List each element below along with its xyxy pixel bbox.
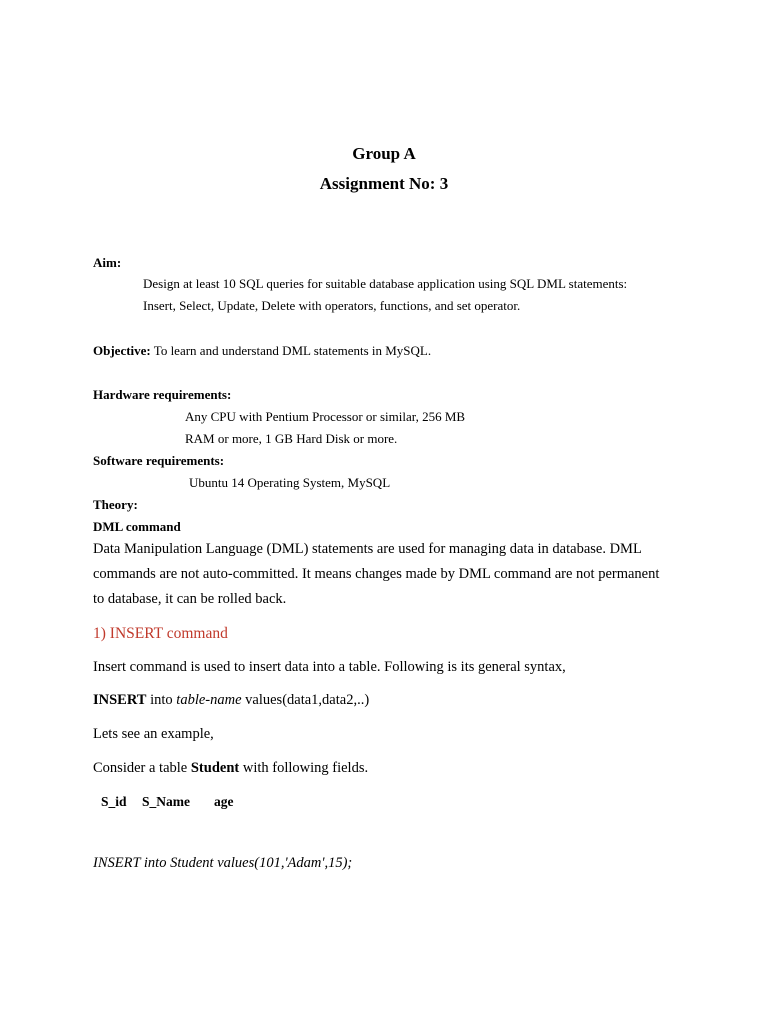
objective-text: To learn and understand DML statements in MySQL. xyxy=(150,343,432,358)
aim-label: Aim: xyxy=(93,255,122,270)
syntax-table-name: table-name xyxy=(176,692,242,708)
example-intro: Lets see an example, xyxy=(93,726,214,742)
dml-para-line-3: to database, it can be rolled back. xyxy=(93,591,287,607)
dml-heading: DML command xyxy=(93,519,181,534)
objective-label: Objective: xyxy=(93,343,151,358)
syntax-values: values(data1,data2,..) xyxy=(241,692,370,708)
consider-line xyxy=(93,760,368,777)
objective xyxy=(93,343,431,359)
software-line-1: Ubuntu 14 Operating System, MySQL xyxy=(189,475,391,490)
consider-pre: Consider a table xyxy=(93,760,191,776)
syntax-into: into xyxy=(146,692,177,708)
dml-para-line-2: commands are not auto-committed. It means changes made by DML command are not permanent xyxy=(93,566,660,582)
student-columns xyxy=(101,793,234,811)
column-sname: S_Name xyxy=(142,794,190,809)
consider-table: Student xyxy=(190,760,240,776)
dml-para-line-1: Data Manipulation Language (DML) statements are used for managing data in database. DML xyxy=(93,541,642,557)
syntax-keyword: INSERT xyxy=(93,692,147,708)
insert-desc: Insert command is used to insert data into a table. Following is its general syntax, xyxy=(93,659,566,675)
software-label: Software requirements: xyxy=(93,453,225,468)
hardware-line-2: RAM or more, 1 GB Hard Disk or more. xyxy=(185,431,398,446)
insert-syntax xyxy=(93,692,369,709)
example-query: INSERT into Student values(101,'Adam',15); xyxy=(93,855,353,871)
insert-heading: 1) INSERT command xyxy=(93,625,228,642)
hardware-line-1: Any CPU with Pentium Processor or similar, 256 MB xyxy=(185,409,466,424)
aim-line-2: Insert, Select, Update, Delete with operators, functions, and set operator. xyxy=(143,298,521,313)
column-age: age xyxy=(214,794,234,809)
aim-line-1: Design at least 10 SQL queries for suitable database application using SQL DML statements: xyxy=(143,276,628,291)
group-title: Group A xyxy=(352,144,416,163)
assignment-title: Assignment No: 3 xyxy=(319,174,449,193)
theory-label: Theory: xyxy=(93,497,138,512)
consider-post: with following fields. xyxy=(239,760,369,776)
hardware-label: Hardware requirements: xyxy=(93,387,232,402)
column-sid: S_id xyxy=(101,794,127,809)
